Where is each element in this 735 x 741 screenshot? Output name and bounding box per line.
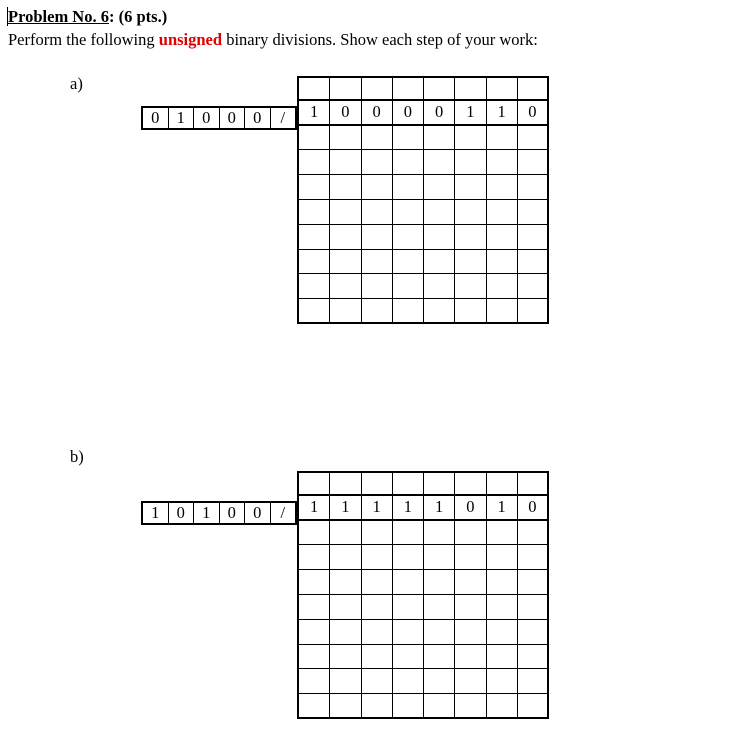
- problem-a-work-grid: [297, 76, 549, 324]
- work-cell: [299, 225, 330, 250]
- work-cell: [424, 521, 455, 546]
- work-cell: [362, 225, 393, 250]
- work-cell: [455, 150, 486, 175]
- work-cell: [487, 595, 518, 620]
- work-cell: [362, 250, 393, 275]
- work-cell: [393, 595, 424, 620]
- work-cell: [362, 274, 393, 299]
- work-cell: [393, 694, 424, 719]
- work-cell: [330, 150, 361, 175]
- work-cell: [330, 225, 361, 250]
- work-cell: [487, 669, 518, 694]
- work-cell: [518, 620, 549, 645]
- work-cell: [330, 570, 361, 595]
- quotient-cell: [362, 76, 393, 101]
- dividend-digit: 1: [362, 496, 393, 521]
- work-cell: [518, 521, 549, 546]
- work-cell: [518, 150, 549, 175]
- divisor-digit: 0: [220, 503, 246, 523]
- work-cell: [455, 250, 486, 275]
- divisor-digit: 1: [194, 503, 220, 523]
- work-cell: [299, 200, 330, 225]
- divisor-digit: 0: [245, 108, 271, 128]
- work-cell: [518, 299, 549, 324]
- work-cell: [393, 645, 424, 670]
- work-cell: [455, 225, 486, 250]
- work-cell: [424, 299, 455, 324]
- work-cell: [455, 175, 486, 200]
- work-cell: [455, 570, 486, 595]
- divisor-digit: 0: [143, 108, 169, 128]
- work-cell: [393, 250, 424, 275]
- quotient-cell: [487, 76, 518, 101]
- work-cell: [518, 250, 549, 275]
- problem-heading: [8, 7, 167, 27]
- quotient-cell: [424, 76, 455, 101]
- work-cell: [455, 126, 486, 151]
- dividend-digit: 0: [455, 496, 486, 521]
- work-cell: [393, 299, 424, 324]
- work-cell: [393, 126, 424, 151]
- work-cell: [299, 669, 330, 694]
- work-cell: [330, 126, 361, 151]
- work-cell: [299, 250, 330, 275]
- work-cell: [455, 620, 486, 645]
- problem-b-divisor: [141, 501, 297, 525]
- work-cell: [299, 694, 330, 719]
- work-cell: [424, 225, 455, 250]
- dividend-digit: 1: [299, 496, 330, 521]
- work-cell: [299, 126, 330, 151]
- division-slash: /: [271, 503, 298, 523]
- instructions: [8, 30, 538, 50]
- work-cell: [362, 694, 393, 719]
- work-cell: [362, 620, 393, 645]
- work-cell: [330, 299, 361, 324]
- quotient-cell: [393, 471, 424, 496]
- dividend-digit: 1: [393, 496, 424, 521]
- work-cell: [362, 545, 393, 570]
- work-cell: [299, 570, 330, 595]
- work-cell: [330, 620, 361, 645]
- work-cell: [455, 299, 486, 324]
- work-cell: [518, 126, 549, 151]
- quotient-cell: [330, 471, 361, 496]
- division-slash: /: [271, 108, 298, 128]
- work-cell: [424, 694, 455, 719]
- dividend-digit: 1: [330, 496, 361, 521]
- work-cell: [518, 595, 549, 620]
- dividend-digit: 0: [393, 101, 424, 126]
- work-cell: [299, 620, 330, 645]
- work-cell: [362, 645, 393, 670]
- quotient-cell: [424, 471, 455, 496]
- problem-a-label: a): [70, 74, 83, 93]
- work-cell: [299, 595, 330, 620]
- work-cell: [487, 299, 518, 324]
- dividend-digit: 1: [455, 101, 486, 126]
- work-cell: [393, 669, 424, 694]
- work-cell: [330, 595, 361, 620]
- quotient-cell: [455, 76, 486, 101]
- problem-a-divisor: [141, 106, 297, 130]
- work-cell: [299, 545, 330, 570]
- work-cell: [455, 521, 486, 546]
- work-cell: [299, 274, 330, 299]
- quotient-cell: [487, 471, 518, 496]
- instructions-after: binary divisions. Show each step of your work:: [222, 30, 538, 49]
- work-cell: [362, 126, 393, 151]
- work-cell: [299, 150, 330, 175]
- work-cell: [518, 175, 549, 200]
- work-cell: [487, 150, 518, 175]
- quotient-cell: [393, 76, 424, 101]
- divisor-digit: 0: [169, 503, 195, 523]
- work-cell: [362, 175, 393, 200]
- work-cell: [393, 570, 424, 595]
- problem-b-work-grid: [297, 471, 549, 719]
- divisor-digit: 0: [245, 503, 271, 523]
- work-cell: [362, 570, 393, 595]
- work-cell: [487, 521, 518, 546]
- work-cell: [362, 299, 393, 324]
- work-cell: [330, 694, 361, 719]
- work-cell: [330, 645, 361, 670]
- work-cell: [424, 595, 455, 620]
- problem-points: : (6 pts.): [108, 7, 168, 26]
- dividend-digit: 0: [518, 101, 549, 126]
- work-cell: [330, 669, 361, 694]
- work-cell: [518, 200, 549, 225]
- work-cell: [518, 570, 549, 595]
- problem-b-label: b): [70, 447, 84, 466]
- instructions-before: Perform the following: [8, 30, 159, 49]
- dividend-digit: 0: [330, 101, 361, 126]
- work-cell: [487, 570, 518, 595]
- dividend-digit: 0: [518, 496, 549, 521]
- work-cell: [518, 545, 549, 570]
- work-cell: [393, 274, 424, 299]
- work-cell: [455, 545, 486, 570]
- divisor-digit: 0: [220, 108, 246, 128]
- work-cell: [393, 545, 424, 570]
- work-cell: [518, 225, 549, 250]
- quotient-cell: [299, 471, 330, 496]
- work-cell: [424, 669, 455, 694]
- dividend-digit: 0: [424, 101, 455, 126]
- work-cell: [330, 250, 361, 275]
- work-cell: [487, 694, 518, 719]
- work-cell: [455, 595, 486, 620]
- work-cell: [424, 126, 455, 151]
- work-cell: [487, 250, 518, 275]
- work-cell: [393, 521, 424, 546]
- quotient-cell: [518, 471, 549, 496]
- work-cell: [487, 620, 518, 645]
- work-cell: [424, 250, 455, 275]
- quotient-cell: [299, 76, 330, 101]
- work-cell: [487, 225, 518, 250]
- work-cell: [424, 570, 455, 595]
- work-cell: [455, 645, 486, 670]
- work-cell: [424, 200, 455, 225]
- work-cell: [362, 200, 393, 225]
- work-cell: [424, 545, 455, 570]
- work-cell: [518, 669, 549, 694]
- work-cell: [518, 694, 549, 719]
- quotient-cell: [518, 76, 549, 101]
- work-cell: [518, 645, 549, 670]
- work-cell: [362, 521, 393, 546]
- work-cell: [455, 669, 486, 694]
- divisor-digit: 1: [143, 503, 169, 523]
- work-cell: [362, 150, 393, 175]
- quotient-cell: [362, 471, 393, 496]
- divisor-digit: 1: [169, 108, 195, 128]
- work-cell: [424, 645, 455, 670]
- divisor-digit: 0: [194, 108, 220, 128]
- work-cell: [424, 274, 455, 299]
- work-cell: [299, 645, 330, 670]
- work-cell: [299, 299, 330, 324]
- work-cell: [299, 521, 330, 546]
- work-cell: [330, 521, 361, 546]
- work-cell: [455, 200, 486, 225]
- work-cell: [362, 595, 393, 620]
- work-cell: [487, 545, 518, 570]
- work-cell: [424, 175, 455, 200]
- work-cell: [487, 126, 518, 151]
- work-cell: [487, 200, 518, 225]
- problem-label: Problem No. 6: [8, 7, 109, 26]
- work-cell: [455, 274, 486, 299]
- quotient-cell: [330, 76, 361, 101]
- work-cell: [487, 175, 518, 200]
- dividend-digit: 1: [487, 496, 518, 521]
- dividend-digit: 1: [299, 101, 330, 126]
- quotient-cell: [455, 471, 486, 496]
- work-cell: [330, 200, 361, 225]
- work-cell: [393, 150, 424, 175]
- work-cell: [330, 545, 361, 570]
- instructions-highlight: unsigned: [158, 30, 223, 49]
- work-cell: [330, 274, 361, 299]
- work-cell: [362, 669, 393, 694]
- dividend-digit: 0: [362, 101, 393, 126]
- work-cell: [393, 175, 424, 200]
- work-cell: [393, 620, 424, 645]
- work-cell: [424, 620, 455, 645]
- dividend-digit: 1: [424, 496, 455, 521]
- work-cell: [487, 274, 518, 299]
- dividend-digit: 1: [487, 101, 518, 126]
- work-cell: [393, 200, 424, 225]
- work-cell: [424, 150, 455, 175]
- work-cell: [487, 645, 518, 670]
- work-cell: [330, 175, 361, 200]
- work-cell: [455, 694, 486, 719]
- work-cell: [393, 225, 424, 250]
- work-cell: [299, 175, 330, 200]
- work-cell: [518, 274, 549, 299]
